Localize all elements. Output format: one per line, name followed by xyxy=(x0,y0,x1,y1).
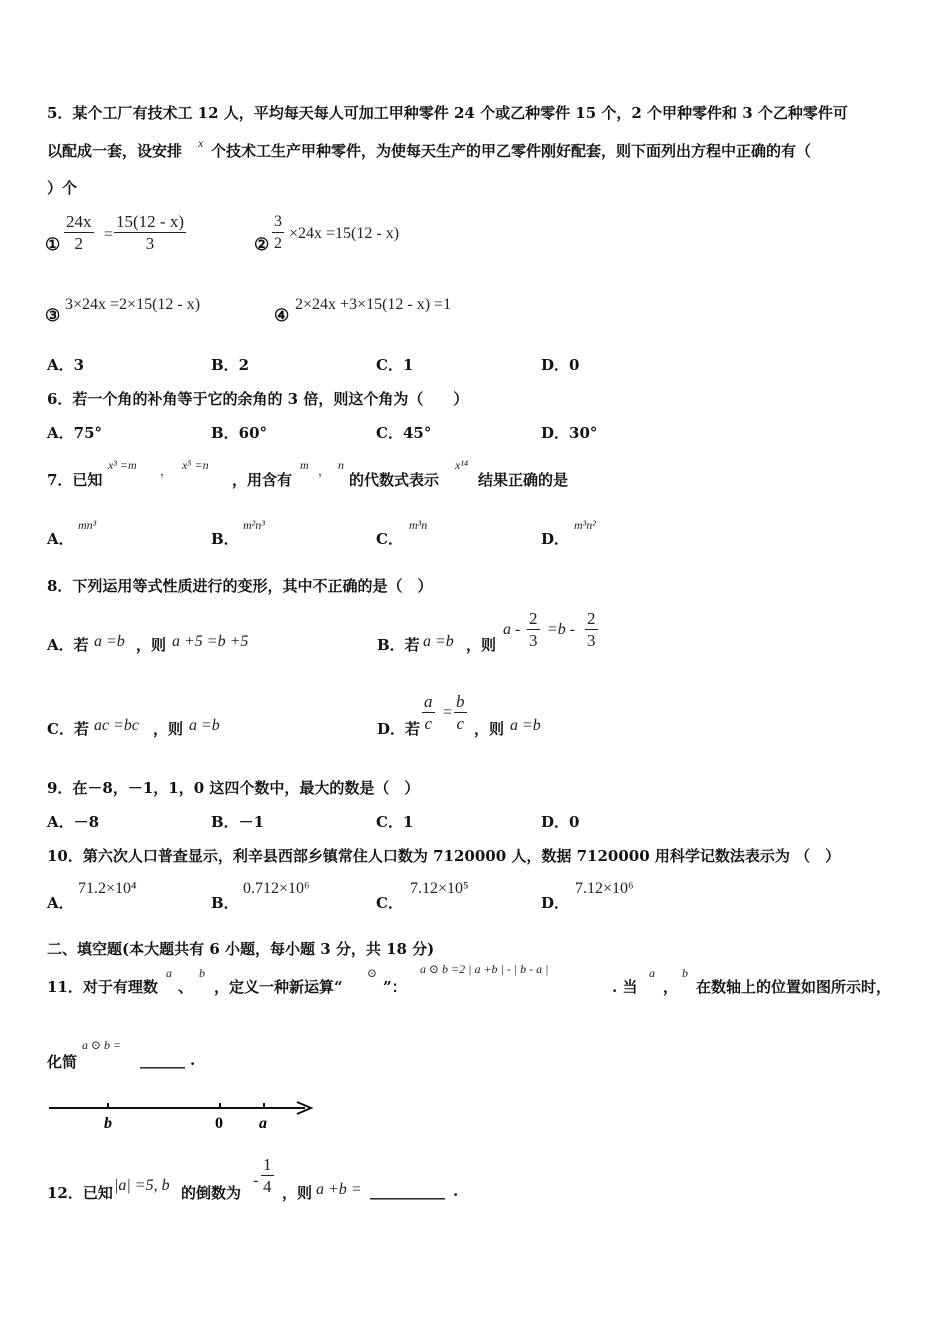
q8-option-a-result: a +5 =b +5 xyxy=(172,633,249,650)
q8-d-den2: c xyxy=(456,714,465,733)
q7-stem-start: 7．已知 xyxy=(47,471,103,489)
q11-period: . xyxy=(190,1051,196,1069)
q8-b-num2: 2 xyxy=(587,609,596,628)
q10-option-d-expr: 7.12×10⁶ xyxy=(575,880,634,897)
eq4-label: ④ xyxy=(274,306,290,326)
q7-comma1: ， xyxy=(160,464,173,478)
q7-stem-end: 结果正确的是 xyxy=(478,471,569,489)
q12-period: . xyxy=(453,1182,459,1200)
q9-option-d[interactable]: D．0 xyxy=(541,813,580,831)
q7-option-c-expr: m³n xyxy=(409,518,428,532)
q5-option-c[interactable]: C．1 xyxy=(376,356,414,374)
q8-b-den2: 3 xyxy=(587,631,596,650)
q8-b-num1: 2 xyxy=(529,609,538,628)
eq3-label: ③ xyxy=(45,306,61,326)
q11-stem-when: . 当 xyxy=(612,978,638,996)
q7-option-b-expr: m²n³ xyxy=(243,518,265,532)
q10-option-d-label[interactable]: D． xyxy=(541,894,570,912)
q12-neg-sign: - xyxy=(253,1172,259,1189)
q9-option-a[interactable]: A．－8 xyxy=(47,813,100,831)
q10-option-a-label[interactable]: A． xyxy=(47,894,74,912)
q8-option-a-label[interactable]: A．若 xyxy=(47,636,89,654)
eq1-left-num: 24x xyxy=(66,212,92,231)
eq1-left-fraction xyxy=(64,212,94,255)
q11-simplify-label: 化简 xyxy=(47,1053,78,1071)
q11-stem-end: 在数轴上的位置如图所示时， xyxy=(696,978,892,996)
label-zero: 0 xyxy=(215,1115,223,1132)
q7-option-d-expr: m³n² xyxy=(574,518,596,532)
q8-option-c-then: ，则 xyxy=(153,720,184,738)
eq2-frac-num: 3 xyxy=(272,212,284,233)
q8-option-d-frac1 xyxy=(422,692,435,735)
q12-stem-start: 12．已知 xyxy=(47,1184,113,1202)
q10-option-c-expr: 7.12×10⁵ xyxy=(410,880,469,897)
q7-option-a-expr: mn³ xyxy=(78,518,97,532)
q7-var-m: m xyxy=(300,458,309,472)
q7-cond1: x³ =m xyxy=(108,458,137,472)
eq3: 3×24x =2×15(12 - x) xyxy=(65,296,201,313)
q12-den: 4 xyxy=(263,1177,272,1196)
q6-option-a[interactable]: A．75° xyxy=(47,424,103,442)
q8-d-num2: b xyxy=(456,692,465,711)
q7-option-c-label[interactable]: C． xyxy=(376,530,403,548)
q11-stem-start: 11．对于有理数 xyxy=(47,978,158,996)
q7-option-d-label[interactable]: D． xyxy=(541,530,570,548)
eq2-frac-den: 2 xyxy=(274,235,282,252)
q11-op-symbol: ⊙ xyxy=(367,966,378,980)
q12-condition: |a| =5, b xyxy=(114,1177,170,1194)
q8-stem: 8．下列运用等式性质进行的变形，其中不正确的是（ ） xyxy=(47,577,433,595)
q5-line2-start: 以配成一套，设安排 xyxy=(47,142,183,160)
q5-var-x: x xyxy=(198,136,204,150)
q7-var-n: n xyxy=(338,458,344,472)
q8-option-a-cond: a =b xyxy=(94,633,125,650)
eq1-right-num: 15(12 - x) xyxy=(116,212,184,231)
q10-option-b-label[interactable]: B． xyxy=(211,894,239,912)
number-line-diagram xyxy=(45,1097,320,1133)
q9-option-c[interactable]: C．1 xyxy=(376,813,414,831)
q10-option-b-expr: 0.712×10⁶ xyxy=(243,880,310,897)
q7-cond2: x⁵ =n xyxy=(182,458,209,472)
q5-line1: 5．某个工厂有技术工 12 人，平均每天每人可加工甲种零件 24 个或乙种零件 15 个，2 个甲种零件和 3 个乙种零件可 xyxy=(47,104,848,122)
q6-stem: 6．若一个角的补角等于它的余角的 3 倍，则这个角为（ ） xyxy=(47,390,469,408)
eq1-right-fraction xyxy=(114,212,186,255)
q9-stem: 9．在－8，－1，1，0 这四个数中，最大的数是（ ） xyxy=(47,779,420,797)
q11-answer-blank[interactable]: ______ xyxy=(140,1051,185,1069)
q11-definition: a ⊙ b =2 | a +b | - | b - a | xyxy=(420,962,549,976)
q8-b-den1: 3 xyxy=(529,631,538,650)
q7-comma2: ， xyxy=(318,464,331,478)
q8-option-b-cond: a =b xyxy=(423,633,454,650)
q8-option-c-cond: ac =bc xyxy=(94,717,139,734)
q6-option-d[interactable]: D．30° xyxy=(541,424,598,442)
q5-option-d[interactable]: D．0 xyxy=(541,356,580,374)
q11-stem-colon: ”： xyxy=(383,978,407,996)
q11-var-b2: b xyxy=(682,966,688,980)
q7-stem-mid2: 的代数式表示 xyxy=(349,471,440,489)
q8-option-d-eq: = xyxy=(443,704,453,721)
q8-d-num1: a xyxy=(424,692,433,711)
q12-num: 1 xyxy=(263,1155,272,1174)
eq1-label: ① xyxy=(45,235,61,255)
q7-option-a-label[interactable]: A． xyxy=(47,530,74,548)
q12-stem-mid: 的倒数为 xyxy=(181,1184,242,1202)
q12-expr: a +b = xyxy=(316,1181,362,1198)
q11-var-a: a xyxy=(166,966,172,980)
q8-option-b-frac1 xyxy=(527,609,540,652)
q7-option-b-label[interactable]: B． xyxy=(211,530,239,548)
q8-option-a-then: ，则 xyxy=(136,636,167,654)
q8-option-d-result: a =b xyxy=(510,717,541,734)
eq1-left-den: 2 xyxy=(74,234,83,253)
q8-option-d-frac2 xyxy=(454,692,467,735)
q10-stem: 10．第六次人口普查显示，利辛县西部乡镇常住人口数为 7120000 人，数据 7120000 用科学记数法表示为 （ ） xyxy=(47,847,841,865)
q12-answer-blank[interactable]: __________ xyxy=(370,1182,445,1200)
q8-option-d-then: ，则 xyxy=(474,720,505,738)
q11-comma: ， xyxy=(663,978,679,996)
q5-option-a[interactable]: A．3 xyxy=(47,356,85,374)
q12-stem-then: ，则 xyxy=(282,1184,313,1202)
eq1-right-den: 3 xyxy=(145,234,155,253)
q7-stem-mid: ，用含有 xyxy=(232,471,293,489)
q10-option-a-expr: 71.2×10⁴ xyxy=(78,880,137,897)
eq2-rest: ×24x =15(12 - x) xyxy=(289,225,400,242)
q6-option-c[interactable]: C．45° xyxy=(376,424,432,442)
label-b: b xyxy=(104,1115,112,1132)
q10-option-c-label[interactable]: C． xyxy=(376,894,403,912)
q5-line3: ）个 xyxy=(47,179,78,197)
q8-option-b-res-a: a - xyxy=(503,621,521,638)
q11-sep: 、 xyxy=(178,978,194,996)
q8-option-b-label[interactable]: B．若 xyxy=(377,636,420,654)
q7-target: x¹⁴ xyxy=(455,458,469,472)
eq1-equals: = xyxy=(104,226,114,243)
q8-option-c-result: a =b xyxy=(189,717,220,734)
q8-d-den1: c xyxy=(424,714,433,733)
q6-option-b[interactable]: B．60° xyxy=(211,424,268,442)
section-heading: 二、填空题(本大题共有 6 小题，每小题 3 分，共 18 分) xyxy=(47,940,435,958)
q8-option-b-then: ，则 xyxy=(466,636,497,654)
q11-stem-mid: ，定义一种新运算“ xyxy=(214,978,343,996)
eq2-label: ② xyxy=(254,235,270,255)
q11-simplify-expr: a ⊙ b = xyxy=(82,1038,122,1052)
q8-option-b-frac2 xyxy=(585,609,598,652)
q5-line2-end: 个技术工生产甲种零件，为使每天生产的甲乙零件刚好配套，则下面列出方程中正确的有（ xyxy=(211,142,812,160)
label-a: a xyxy=(259,1115,267,1132)
q12-fraction xyxy=(261,1155,274,1198)
q9-option-b[interactable]: B．－1 xyxy=(211,813,265,831)
eq2-fraction xyxy=(272,212,284,255)
eq4: 2×24x +3×15(12 - x) =1 xyxy=(295,296,452,313)
q11-var-a2: a xyxy=(649,966,655,980)
q11-var-b: b xyxy=(199,966,205,980)
q8-option-c-label[interactable]: C．若 xyxy=(47,720,89,738)
q8-option-d-label[interactable]: D．若 xyxy=(377,720,421,738)
q5-option-b[interactable]: B．2 xyxy=(211,356,250,374)
q8-option-b-res-b: =b - xyxy=(547,621,576,638)
